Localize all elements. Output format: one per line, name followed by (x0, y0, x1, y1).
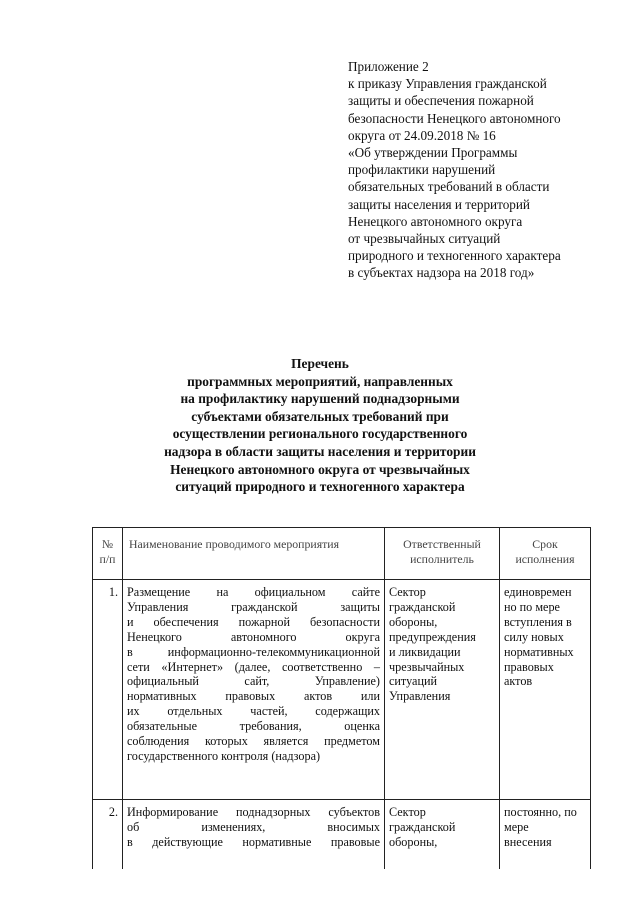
title-line: надзора в области защиты населения и территории (164, 443, 476, 459)
appendix-line: Ненецкого автономного округа (348, 213, 523, 229)
title-line: Перечень (291, 356, 349, 371)
document-title (0, 355, 640, 496)
appendix-note (348, 58, 610, 281)
title-line: ситуаций природного и техногенного характера (175, 479, 465, 495)
row-name-line: Ненецкого автономного округа (127, 629, 380, 644)
row-number: 1. (93, 580, 123, 800)
row-name-line: и обеспечения пожарной безопасности (127, 614, 380, 629)
title-line: программных мероприятий, направленных (187, 373, 453, 389)
row-name-line: Информирование поднадзорных субъектов (127, 805, 380, 819)
row-name-line: в действующие нормативные правовые (127, 834, 380, 849)
header-name: Наименование проводимого мероприятия (123, 528, 385, 580)
appendix-line: Приложение 2 (348, 59, 429, 74)
events-table (92, 527, 591, 869)
title-line: осуществлении регионального государственного (172, 426, 468, 442)
row-term: постоянно, по мере внесения (500, 800, 591, 870)
appendix-line: к приказу Управления гражданской (348, 76, 547, 92)
header-num: № п/п (93, 528, 123, 580)
row-name-line: официальный сайт, Управление) (127, 674, 380, 689)
row-name-line: сети «Интернет» (далее, соответственно – (127, 659, 380, 674)
row-name-line: обязательные требования, оценка (127, 719, 380, 734)
row-responsible: Сектор гражданской обороны, (385, 800, 500, 870)
row-name-line: нормативных правовых актов или (127, 689, 380, 704)
header-responsible: Ответственный исполнитель (385, 528, 500, 580)
row-name-line: в информационно-телекоммуникационной (127, 644, 380, 659)
title-line: субъектами обязательных требований при (191, 408, 449, 424)
row-name-line: их отдельных частей, содержащих (127, 704, 380, 719)
appendix-line: округа от 24.09.2018 № 16 (348, 127, 496, 143)
table-header-row (93, 528, 591, 580)
title-line: на профилактику нарушений поднадзорными (180, 391, 460, 407)
appendix-line: профилактики нарушений (348, 162, 496, 178)
appendix-line: «Об утверждении Программы (348, 144, 518, 160)
row-name-line: об изменениях, вносимых (127, 819, 380, 834)
row-term: единовремен но по мере вступления в силу новых нормативных правовых актов (500, 580, 591, 800)
row-name (123, 800, 385, 870)
appendix-line: защиты населения и территорий (348, 196, 530, 212)
row-responsible: Сектор гражданской обороны, предупреждения и ликвидации чрезвычайных ситуаций Управления (385, 580, 500, 800)
row-number: 2. (93, 800, 123, 870)
row-name-line: Размещение на официальном сайте (127, 585, 380, 599)
appendix-line: защиты и обеспечения пожарной (348, 93, 534, 109)
row-name-line: Управления гражданской защиты (127, 599, 380, 614)
appendix-line: безопасности Ненецкого автономного (348, 110, 561, 126)
row-name-line: государственного контроля (надзора) (127, 748, 321, 763)
appendix-line: обязательных требований в области (348, 179, 550, 195)
table-row (93, 800, 591, 870)
appendix-line: природного и техногенного характера (348, 248, 561, 264)
appendix-line: от чрезвычайных ситуаций (348, 230, 501, 246)
row-name (123, 580, 385, 800)
appendix-line: в субъектах надзора на 2018 год» (348, 265, 535, 281)
header-term: Срок исполнения (500, 528, 591, 580)
table-row (93, 580, 591, 800)
title-line: Ненецкого автономного округа от чрезвычайных (170, 461, 470, 477)
row-name-line: соблюдения которых является предметом (127, 734, 380, 749)
